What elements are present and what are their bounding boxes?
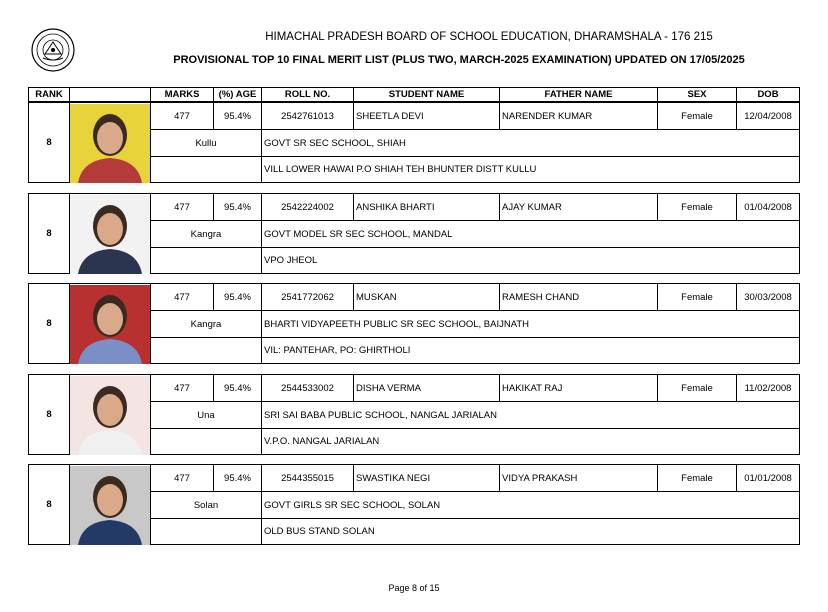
school-cell: BHARTI VIDYAPEETH PUBLIC SR SEC SCHOOL, BAIJNATH — [262, 311, 799, 338]
student-photo — [70, 285, 150, 364]
col-father-name: FATHER NAME — [500, 88, 658, 101]
father-name-cell: RAMESH CHAND — [500, 284, 658, 311]
student-photo — [70, 195, 150, 274]
father-name-cell: NARENDER KUMAR — [500, 103, 658, 130]
rank-cell: 8 — [29, 465, 70, 544]
roll-no-cell: 2542761013 — [262, 103, 354, 130]
marks-cell: 477 — [150, 194, 214, 221]
merit-record — [28, 283, 800, 364]
rank-cell: 8 — [29, 194, 70, 273]
address-cell: V.P.O. NANGAL JARIALAN — [264, 436, 380, 447]
rank-cell: 8 — [29, 103, 70, 182]
sex-cell: Female — [658, 465, 737, 492]
dob-cell: 01/04/2008 — [737, 194, 799, 221]
sex-cell: Female — [658, 103, 737, 130]
district-cell: Solan — [150, 492, 262, 519]
col-roll: ROLL NO. — [262, 88, 354, 101]
blank-cell — [150, 429, 262, 454]
student-photo — [70, 376, 150, 455]
father-name-cell: AJAY KUMAR — [500, 194, 658, 221]
address-cell: VIL: PANTEHAR, PO: GHIRTHOLI — [264, 345, 411, 356]
board-title: HIMACHAL PRADESH BOARD OF SCHOOL EDUCATION, DHARAMSHALA - 176 215 — [265, 31, 713, 43]
col-marks: MARKS — [151, 88, 214, 101]
marks-cell: 477 — [150, 103, 214, 130]
student-name-cell: ANSHIKA BHARTI — [354, 194, 500, 221]
dob-cell: 30/03/2008 — [737, 284, 799, 311]
district-cell: Kangra — [150, 221, 262, 248]
roll-no-cell: 2544533002 — [262, 375, 354, 402]
col-sex: SEX — [658, 88, 737, 101]
district-cell: Kangra — [150, 311, 262, 338]
col-dob: DOB — [757, 89, 779, 100]
col-student-name: STUDENT NAME — [354, 88, 500, 101]
address-cell: VPO JHEOL — [264, 255, 318, 266]
district-cell: Kullu — [150, 130, 262, 157]
marks-cell: 477 — [150, 284, 214, 311]
merit-list-title: PROVISIONAL TOP 10 FINAL MERIT LIST (PLUS TWO, MARCH-2025 EXAMINATION) UPDATED ON 17/05/2025 — [173, 54, 745, 66]
school-cell: GOVT SR SEC SCHOOL, SHIAH — [262, 130, 799, 157]
district-cell: Una — [150, 402, 262, 429]
blank-cell — [150, 338, 262, 363]
percent-cell: 95.4% — [214, 103, 262, 130]
student-name-cell: SWASTIKA NEGI — [354, 465, 500, 492]
dob-cell: 12/04/2008 — [737, 103, 799, 130]
rank-cell: 8 — [29, 284, 70, 363]
school-cell: GOVT GIRLS SR SEC SCHOOL, SOLAN — [262, 492, 799, 519]
student-name-cell: MUSKAN — [354, 284, 500, 311]
merit-record — [28, 102, 800, 183]
roll-no-cell: 2544355015 — [262, 465, 354, 492]
percent-cell: 95.4% — [214, 284, 262, 311]
sex-cell: Female — [658, 194, 737, 221]
student-name-cell: DISHA VERMA — [354, 375, 500, 402]
marks-cell: 477 — [150, 375, 214, 402]
student-name-cell: SHEETLA DEVI — [354, 103, 500, 130]
sex-cell: Female — [658, 375, 737, 402]
student-photo — [70, 104, 150, 183]
dob-cell: 11/02/2008 — [737, 375, 799, 402]
roll-no-cell: 2541772062 — [262, 284, 354, 311]
address-cell: VILL LOWER HAWAI P.O SHIAH TEH BHUNTER DISTT KULLU — [264, 164, 537, 175]
sex-cell: Female — [658, 284, 737, 311]
table-header — [28, 87, 800, 102]
percent-cell: 95.4% — [214, 194, 262, 221]
roll-no-cell: 2542224002 — [262, 194, 354, 221]
board-seal-logo — [31, 28, 75, 72]
blank-cell — [150, 519, 262, 544]
blank-cell — [150, 157, 262, 182]
dob-cell: 01/01/2008 — [737, 465, 799, 492]
col-photo — [70, 88, 151, 101]
col-rank: RANK — [29, 88, 70, 101]
blank-cell — [150, 248, 262, 273]
father-name-cell: VIDYA PRAKASH — [500, 465, 658, 492]
marks-cell: 477 — [150, 465, 214, 492]
merit-record — [28, 464, 800, 545]
rank-cell: 8 — [29, 375, 70, 454]
merit-record — [28, 374, 800, 455]
merit-record — [28, 193, 800, 274]
father-name-cell: HAKIKAT RAJ — [500, 375, 658, 402]
address-cell: OLD BUS STAND SOLAN — [264, 526, 375, 537]
page-number: Page 8 of 15 — [388, 583, 440, 593]
col-percent: (%) AGE — [214, 88, 262, 101]
school-cell: GOVT MODEL SR SEC SCHOOL, MANDAL — [262, 221, 799, 248]
school-cell: SRI SAI BABA PUBLIC SCHOOL, NANGAL JARIALAN — [262, 402, 799, 429]
percent-cell: 95.4% — [214, 465, 262, 492]
percent-cell: 95.4% — [214, 375, 262, 402]
student-photo — [70, 466, 150, 545]
